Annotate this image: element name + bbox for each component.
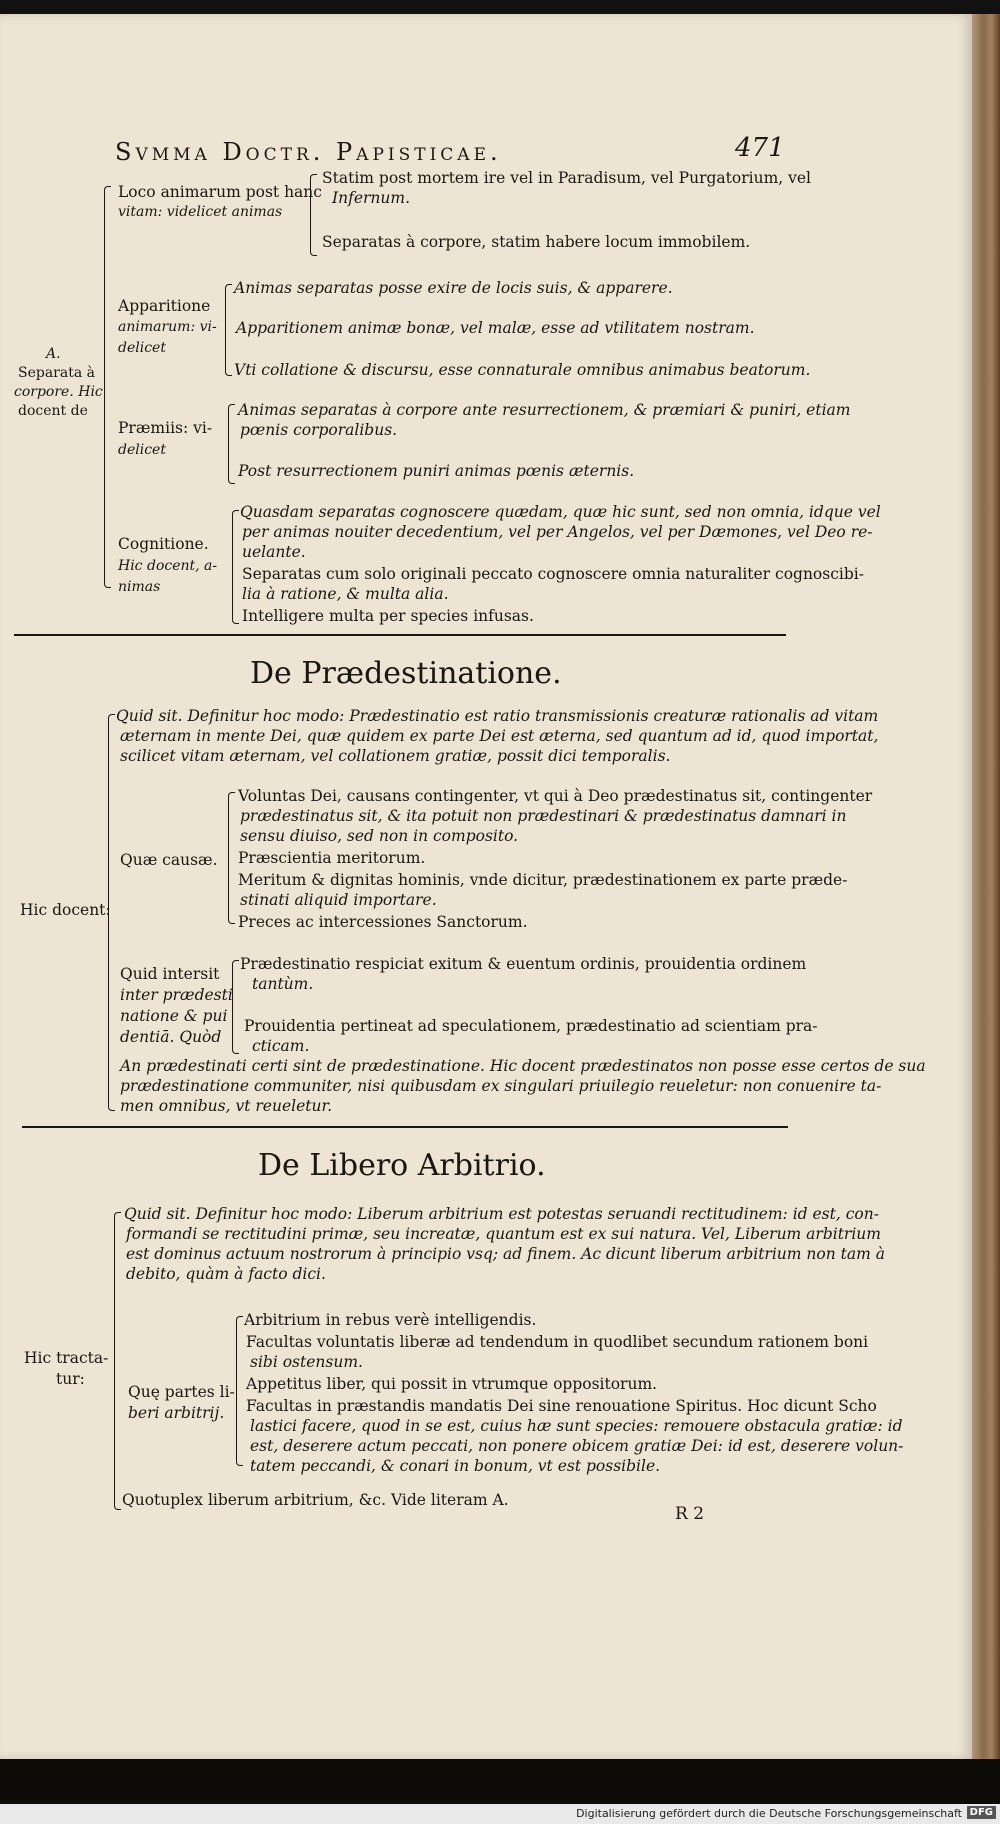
praemiis-item: pœnis corporalibus. <box>240 421 398 439</box>
praedestinatione-quid: Quid sit. Definitur hoc modo: Prædestinatio est ratio transmissionis creaturæ rationalis ad vitam <box>116 707 879 725</box>
section-divider <box>14 634 786 636</box>
interest-item: Prouidentia pertineat ad speculationem, prædestinatio ad scientiam pra- <box>244 1017 818 1035</box>
interest-label: natione & pui <box>120 1007 228 1025</box>
praemiis-item: Post resurrectionem puniri animas pœnis æternis. <box>238 462 635 480</box>
interest-item: Prædestinatio respiciat exitum & euentum ordinis, prouidentia ordinem <box>240 955 807 973</box>
apparitione-label: animarum: vi- <box>118 319 217 335</box>
causae-item: Preces ac intercessiones Sanctorum. <box>238 913 528 931</box>
anima-side-label-line: docent de <box>18 403 88 419</box>
partes-label: Quę partes li- <box>128 1383 235 1401</box>
apparitione-label: Apparitione <box>118 297 211 315</box>
libero-quid: est dominus actuum nostrorum à principio vsq; ad finem. Ac dicunt liberum arbitrium non tam à <box>126 1245 885 1263</box>
loco-bracket <box>310 174 317 256</box>
loco-label: Loco animarum post hanc <box>118 183 322 201</box>
causae-label: Quæ causæ. <box>120 851 218 869</box>
praemiis-bracket <box>228 404 235 484</box>
libero-side-label: tur: <box>56 1370 85 1388</box>
praedestinatione-certi: prædestinatione communiter, nisi quibusdam ex singulari priuilegio reueletur: non conuenire ta- <box>120 1077 882 1095</box>
libero-quid: debito, quàm à facto dici. <box>126 1265 326 1283</box>
cognitione-item: Quasdam separatas cognoscere quædam, quæ hic sunt, sed non omnia, idque vel <box>240 503 881 521</box>
cognitione-item: uelante. <box>242 543 306 561</box>
causae-item: sensu diuiso, sed non in composito. <box>240 827 519 845</box>
libero-quid: formandi se rectitudini primæ, seu increatæ, quantum est ex sui natura. Vel, Liberum arbitrium <box>126 1225 881 1243</box>
praedestinatione-side-label: Hic docent: <box>20 901 111 919</box>
scan-frame-bottom <box>0 1759 1000 1804</box>
apparitione-bracket <box>225 284 232 376</box>
partes-item: tatem peccandi, & conari in bonum, vt est possibile. <box>250 1457 661 1475</box>
apparitione-item: Apparitionem animæ bonæ, vel malæ, esse ad vtilitatem nostram. <box>236 319 755 337</box>
libero-side-label: Hic tracta- <box>24 1349 109 1367</box>
causae-item: Meritum & dignitas hominis, vnde dicitur, prædestinationem ex parte præde- <box>238 871 848 889</box>
page-number: 471 <box>735 133 785 163</box>
anima-main-bracket <box>104 186 111 588</box>
cognitione-label: nimas <box>118 579 161 595</box>
partes-item: Facultas in præstandis mandatis Dei sine renouatione Spiritus. Hoc dicunt Scho <box>246 1397 877 1415</box>
loco-label: vitam: videlicet animas <box>118 204 283 220</box>
praedestinatione-quid: scilicet vitam æternam, vel collationem gratiæ, possit dici temporalis. <box>120 747 671 765</box>
cognitione-label: Cognitione. <box>118 535 209 553</box>
cognitione-item: Separatas cum solo originali peccato cognoscere omnia naturaliter cognoscibi- <box>242 565 864 583</box>
partes-label: beri arbitrij. <box>128 1404 225 1422</box>
libero-arbitrio-title: De Libero Arbitrio. <box>258 1148 546 1183</box>
dfg-logo: DFG <box>967 1806 996 1819</box>
causae-item: Voluntas Dei, causans contingenter, vt qui à Deo prædestinatus sit, contingenter <box>238 787 873 805</box>
partes-item: Facultas voluntatis liberæ ad tendendum in quodlibet secundum rationem boni <box>246 1333 869 1351</box>
apparitione-label: delicet <box>118 340 166 356</box>
page-signature: R 2 <box>675 1504 705 1524</box>
praedestinatione-quid: æternam in mente Dei, quæ quidem ex parte Dei est æterna, sed quantum ad id, quod importat, <box>120 727 879 745</box>
causae-item: stinati aliquid importare. <box>240 891 437 909</box>
loco-item: Statim post mortem ire vel in Paradisum, vel Purgatorium, vel <box>322 169 812 187</box>
praemiis-item: Animas separatas à corpore ante resurrectionem, & præmiari & puniri, etiam <box>238 401 851 419</box>
libero-main-bracket <box>114 1212 121 1510</box>
anima-side-label-line: corpore. Hic <box>14 384 103 400</box>
interest-label: dentiā. Quòd <box>120 1028 222 1046</box>
causae-item: prædestinatus sit, & ita potuit non prædestinari & prædestinatus damnari in <box>240 807 847 825</box>
loco-item: Infernum. <box>332 189 411 207</box>
book-page <box>0 14 972 1759</box>
causae-item: Præscientia meritorum. <box>238 849 426 867</box>
apparitione-item: Animas separatas posse exire de locis suis, & apparere. <box>234 279 673 297</box>
interest-label: Quid intersit <box>120 965 220 983</box>
anima-side-label-line: Separata à <box>18 365 95 381</box>
cognitione-item: lia à ratione, & multa alia. <box>242 585 449 603</box>
scan-frame-top <box>0 0 1000 14</box>
interest-item: tantùm. <box>252 975 314 993</box>
footer-credit: Digitalisierung gefördert durch die Deutsche Forschungsgemeinschaft <box>576 1807 962 1820</box>
praedestinatione-title: De Prædestinatione. <box>250 656 562 691</box>
libero-quid: Quid sit. Definitur hoc modo: Liberum arbitrium est potestas seruandi rectitudinem: id est, con- <box>124 1205 879 1223</box>
apparitione-item: Vti collatione & discursu, esse connaturale omnibus animabus beatorum. <box>234 361 811 379</box>
praemiis-label: delicet <box>118 442 166 458</box>
cognitione-label: Hic docent, a- <box>118 558 218 574</box>
cognitione-item: Intelligere multa per species infusas. <box>242 607 534 625</box>
anima-side-label-line: A. <box>46 346 61 362</box>
partes-item: Arbitrium in rebus verè intelligendis. <box>244 1311 537 1329</box>
cognitione-item: per animas nouiter decedentium, vel per Angelos, vel per Dæmones, vel Deo re- <box>242 523 873 541</box>
partes-item: est, deserere actum peccati, non ponere obicem gratiæ Dei: id est, deserere volun- <box>250 1437 904 1455</box>
causae-bracket <box>228 792 235 924</box>
partes-item: sibi ostensum. <box>250 1353 363 1371</box>
praedestinatione-certi: men omnibus, vt reueletur. <box>120 1097 333 1115</box>
section-divider <box>22 1126 788 1128</box>
page-edge-stack <box>972 14 1000 1759</box>
running-head: Svmma Doctr. Papisticae. <box>115 138 502 166</box>
digitization-footer <box>0 1804 1000 1824</box>
loco-item: Separatas à corpore, statim habere locum immobilem. <box>322 233 751 251</box>
praemiis-label: Præmiis: vi- <box>118 419 213 437</box>
interest-label: inter prædesti <box>120 986 233 1004</box>
libero-quotuplex: Quotuplex liberum arbitrium, &c. Vide literam A. <box>122 1491 509 1509</box>
partes-item: lastici facere, quod in se est, cuius hæ sunt species: remouere obstacula gratiæ: id <box>250 1417 903 1435</box>
partes-bracket <box>236 1316 243 1466</box>
interest-item: cticam. <box>252 1037 310 1055</box>
praedestinatione-certi: An prædestinati certi sint de prædestinatione. Hic docent prædestinatos non posse esse certos de sua <box>120 1057 926 1075</box>
interest-bracket <box>232 960 239 1054</box>
partes-item: Appetitus liber, qui possit in vtrumque oppositorum. <box>246 1375 658 1393</box>
cognitione-bracket <box>232 510 239 624</box>
